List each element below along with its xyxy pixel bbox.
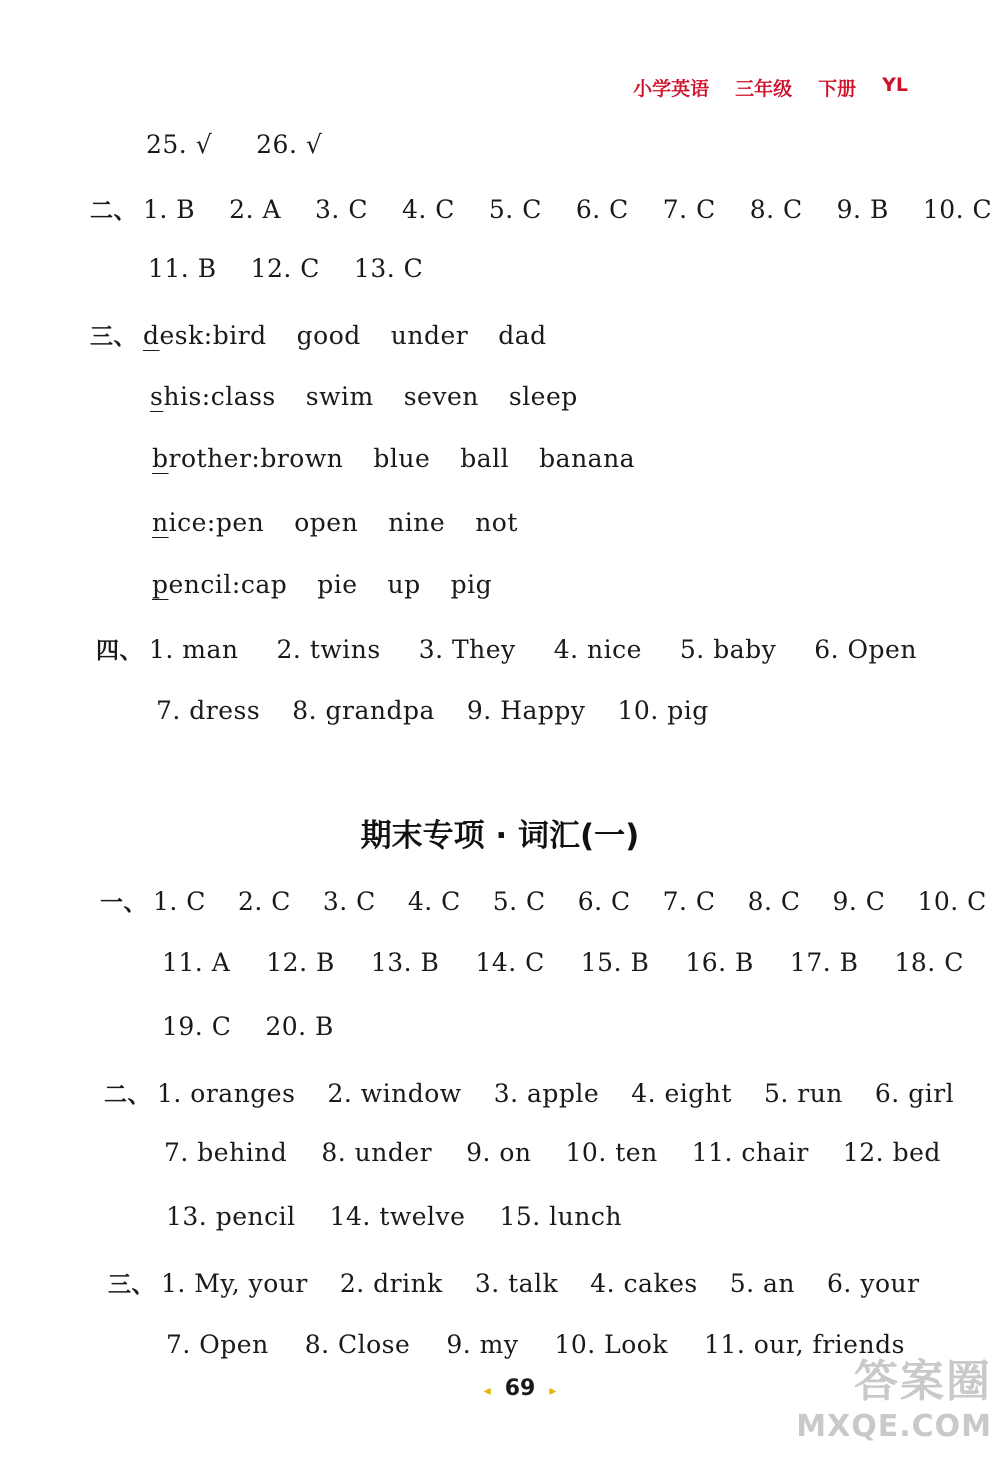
answer-item: 3. apple: [493, 1079, 600, 1108]
answer-item: 12. C: [250, 254, 320, 283]
answer-item: 1. oranges: [157, 1079, 296, 1108]
answer-item: 5. C: [488, 195, 542, 224]
answer-item: 6. your: [827, 1269, 920, 1298]
answer-item: 3. talk: [474, 1269, 559, 1298]
underlined-letter: d: [143, 321, 160, 350]
answer-item: 8. Close: [304, 1330, 411, 1359]
answer-item: 11. A: [162, 948, 231, 977]
answer-item: 7. dress: [156, 696, 261, 725]
header-volume: 下册: [818, 78, 857, 100]
underlined-letter: s: [150, 382, 164, 411]
answer-row: [96, 632, 955, 665]
answer-item: 9. B: [836, 195, 889, 224]
answer-row: [156, 696, 741, 725]
answer-item: 7. C: [662, 887, 716, 916]
answer-item: 4. C: [401, 195, 455, 224]
answer-item: [152, 508, 264, 537]
answer-item: 2. drink: [339, 1269, 443, 1298]
header-grade: 三年级: [735, 78, 793, 100]
answer-item: 15. B: [580, 948, 650, 977]
answer-item: 2. A: [229, 195, 282, 224]
answer-item: nine: [388, 508, 446, 537]
answer-item: 3. C: [322, 887, 376, 916]
answer-item: 25. √: [146, 130, 213, 159]
answer-item: 7. Open: [166, 1330, 269, 1359]
answer-item: 5. baby: [679, 635, 777, 664]
watermark-url: MXQE.COM: [796, 1409, 992, 1444]
answer-item: [152, 570, 287, 599]
answer-item-rest: encil:cap: [168, 570, 288, 599]
answer-item: banana: [539, 444, 636, 473]
answer-item: swim: [305, 382, 374, 411]
answer-item: blue: [373, 444, 431, 473]
answer-item: under: [390, 321, 469, 350]
answer-item: 10. pig: [617, 696, 709, 725]
answer-item: 6. Open: [814, 635, 917, 664]
answer-item: 3. They: [418, 635, 516, 664]
answer-item: seven: [403, 382, 479, 411]
watermark-logo-text: 答案圈: [854, 1356, 992, 1407]
answer-row: [90, 192, 1000, 225]
answer-row: [164, 1138, 975, 1167]
answer-item: 7. C: [662, 195, 716, 224]
answer-row: [146, 130, 366, 159]
answer-item: 10. ten: [565, 1138, 658, 1167]
answer-item: 13. C: [353, 254, 424, 283]
answer-item: 1. My, your: [161, 1269, 308, 1298]
answer-item: 15. lunch: [499, 1202, 622, 1231]
answer-item: 10. C: [917, 887, 987, 916]
answer-row: [150, 382, 608, 411]
answer-item-rest: his:class: [163, 382, 276, 411]
answer-item: 8. C: [749, 195, 803, 224]
answer-row: [162, 948, 1000, 977]
answer-item: 9. my: [446, 1330, 519, 1359]
answer-item: 6. C: [575, 195, 629, 224]
answer-item: 1. C: [153, 887, 206, 916]
answer-row: [162, 1012, 368, 1041]
answer-item: 8. C: [747, 887, 801, 916]
answer-item: 1. man: [149, 635, 239, 664]
answer-item: up: [387, 570, 421, 599]
answer-item: 2. twins: [276, 635, 381, 664]
answer-item: not: [475, 508, 518, 537]
answer-item: 6. C: [577, 887, 631, 916]
answer-item: 5. an: [729, 1269, 796, 1298]
answer-item: 13. pencil: [166, 1202, 296, 1231]
header-subject: 小学英语: [633, 78, 710, 100]
answer-item: 9. C: [832, 887, 886, 916]
answer-row: [100, 884, 1000, 917]
answer-item: 17. B: [789, 948, 859, 977]
answer-item: ball: [460, 444, 510, 473]
answer-item: pie: [317, 570, 358, 599]
answer-item: open: [294, 508, 359, 537]
answer-item: 11. chair: [691, 1138, 809, 1167]
answer-item: 12. bed: [842, 1138, 941, 1167]
answer-item: 5. run: [763, 1079, 843, 1108]
page-number-text: 69: [504, 1376, 536, 1401]
answer-item: 11. our, friends: [704, 1330, 905, 1359]
watermark: [796, 1345, 992, 1444]
answer-item: 18. C: [894, 948, 964, 977]
answer-item: 6. girl: [874, 1079, 955, 1108]
answer-row: [166, 1202, 656, 1231]
section-label: 三、: [108, 1272, 155, 1298]
answer-item: 13. B: [370, 948, 440, 977]
answer-item: 10. C: [922, 195, 993, 224]
answer-item: 9. Happy: [466, 696, 586, 725]
answer-item-rest: esk:bird: [159, 321, 267, 350]
answer-item: 19. C: [162, 1012, 232, 1041]
answer-row: [152, 444, 665, 473]
page-dot-left-icon: ◂: [483, 1383, 491, 1399]
answer-item: pig: [450, 570, 493, 599]
answer-item: [143, 321, 267, 350]
underlined-letter: p: [152, 570, 169, 599]
answer-item: 3. C: [315, 195, 368, 224]
section-label: 三、: [90, 324, 137, 350]
answer-item: 26. √: [256, 130, 323, 159]
answer-item: 8. under: [321, 1138, 433, 1167]
answer-item: 4. nice: [553, 635, 642, 664]
answer-item: 14. twelve: [329, 1202, 466, 1231]
page-dot-right-icon: ▸: [549, 1383, 557, 1399]
answer-item: 2. window: [327, 1079, 462, 1108]
answer-item: 7. behind: [164, 1138, 288, 1167]
answer-row: [152, 508, 548, 537]
underlined-letter: b: [152, 444, 169, 473]
answer-row: [148, 254, 457, 283]
header-edition: YL: [882, 74, 908, 96]
answer-item: 4. cakes: [590, 1269, 698, 1298]
answer-item: 1. B: [143, 195, 196, 224]
answer-row: [152, 570, 522, 599]
page-header: [633, 74, 908, 101]
answer-item: 20. B: [265, 1012, 334, 1041]
answer-item: 8. grandpa: [292, 696, 435, 725]
answer-item: 9. on: [466, 1138, 532, 1167]
answer-item: sleep: [508, 382, 578, 411]
section-label: 四、: [96, 638, 143, 664]
answer-item: 4. eight: [631, 1079, 732, 1108]
answer-item: 4. C: [407, 887, 461, 916]
answer-item: 11. B: [148, 254, 217, 283]
answer-row: [90, 318, 577, 351]
answer-item: 5. C: [492, 887, 546, 916]
answer-item: 10. Look: [554, 1330, 669, 1359]
section-title: 期末专项 · 词汇(一): [360, 818, 640, 854]
answer-row: [108, 1266, 952, 1299]
answer-item: 2. C: [237, 887, 291, 916]
answer-item: [150, 382, 276, 411]
answer-item: 16. B: [685, 948, 754, 977]
answer-item-rest: rother:brown: [168, 444, 344, 473]
underlined-letter: n: [152, 508, 169, 537]
section-label: 一、: [100, 890, 147, 916]
answer-item: 12. B: [266, 948, 335, 977]
section-label: 二、: [90, 198, 137, 224]
answer-item: good: [296, 321, 361, 350]
answer-item-rest: ice:pen: [168, 508, 265, 537]
answer-row: [104, 1076, 986, 1109]
answer-item: dad: [498, 321, 547, 350]
answer-item: [152, 444, 343, 473]
section-label: 二、: [104, 1082, 151, 1108]
answer-item: 14. C: [475, 948, 545, 977]
